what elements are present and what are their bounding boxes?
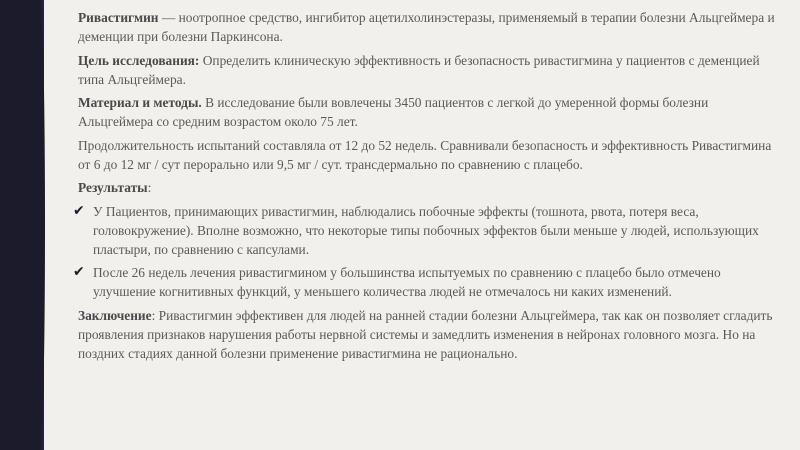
- results-heading: [78, 178, 778, 197]
- methods-label: Материал и методы.: [78, 95, 202, 110]
- intro-text: — ноотропное средство, ингибитор ацетилхолинэстеразы, применяемый в терапии болезни Альцгеймера и деменции при болезни Паркинсона.: [78, 10, 775, 44]
- methods-paragraph: [78, 93, 778, 131]
- duration-text: Продолжительность испытаний составляла от 12 до 52 недель. Сравнивали безопасность и эффективность Ривастигмина от 6 до 12 мг / сут перорально или 9,5 мг / сут. трансдермально по сравнению с плацебо.: [78, 137, 772, 172]
- conclusion-text: : Ривастигмин эффективен для людей на ранней стадии болезни Альцгеймера, так как он позволяет сгладить проявления признаков нарушения работы нервной системы и замедлить изменения в нейронах головного мозга. Но на поздних стадиях данной болезни применение ривастигмина не рационально.: [78, 307, 773, 361]
- intro-term: Ривастигмин: [78, 10, 159, 25]
- results-suffix: :: [147, 180, 152, 195]
- intro-paragraph: [78, 8, 778, 46]
- check-icon: ✔: [73, 202, 85, 219]
- results-item: [73, 263, 778, 301]
- goal-text: Определить клиническую эффективность и безопасность ривастигмина у пациентов с деменцией типа Альцгеймера.: [78, 52, 760, 87]
- conclusion-paragraph: [78, 306, 778, 363]
- results-item-text: У Пациентов, принимающих ривастигмин, наблюдались побочные эффекты (тошнота, рвота, потеря веса, головокружение). Вполне возможно, что некоторые типы побочных эффектов были меньше у людей, использующих пластыри, по сравнению с капсулами.: [93, 203, 759, 257]
- check-icon: ✔: [73, 264, 85, 280]
- slide-content: [73, 8, 778, 367]
- slide-left-bar: [0, 0, 38, 450]
- methods-text: В исследование были вовлечены 3450 пациентов с легкой до умеренной формы болезни Альцгеймера со средним возрастом около 75 лет.: [78, 95, 709, 129]
- conclusion-label: Заключение: [78, 307, 152, 323]
- results-item-text: После 26 недель лечения ривастигмином у большинства испытуемых по сравнению с плацебо было отмечено улучшение когнитивных функций, у меньшего количества людей не отмечалось ни каких изменений.: [93, 265, 721, 299]
- goal-label: Цель исследования:: [78, 52, 200, 68]
- goal-paragraph: [78, 51, 778, 89]
- duration-paragraph: [78, 136, 778, 174]
- results-label: Результаты: [78, 180, 148, 195]
- results-item: [73, 202, 778, 259]
